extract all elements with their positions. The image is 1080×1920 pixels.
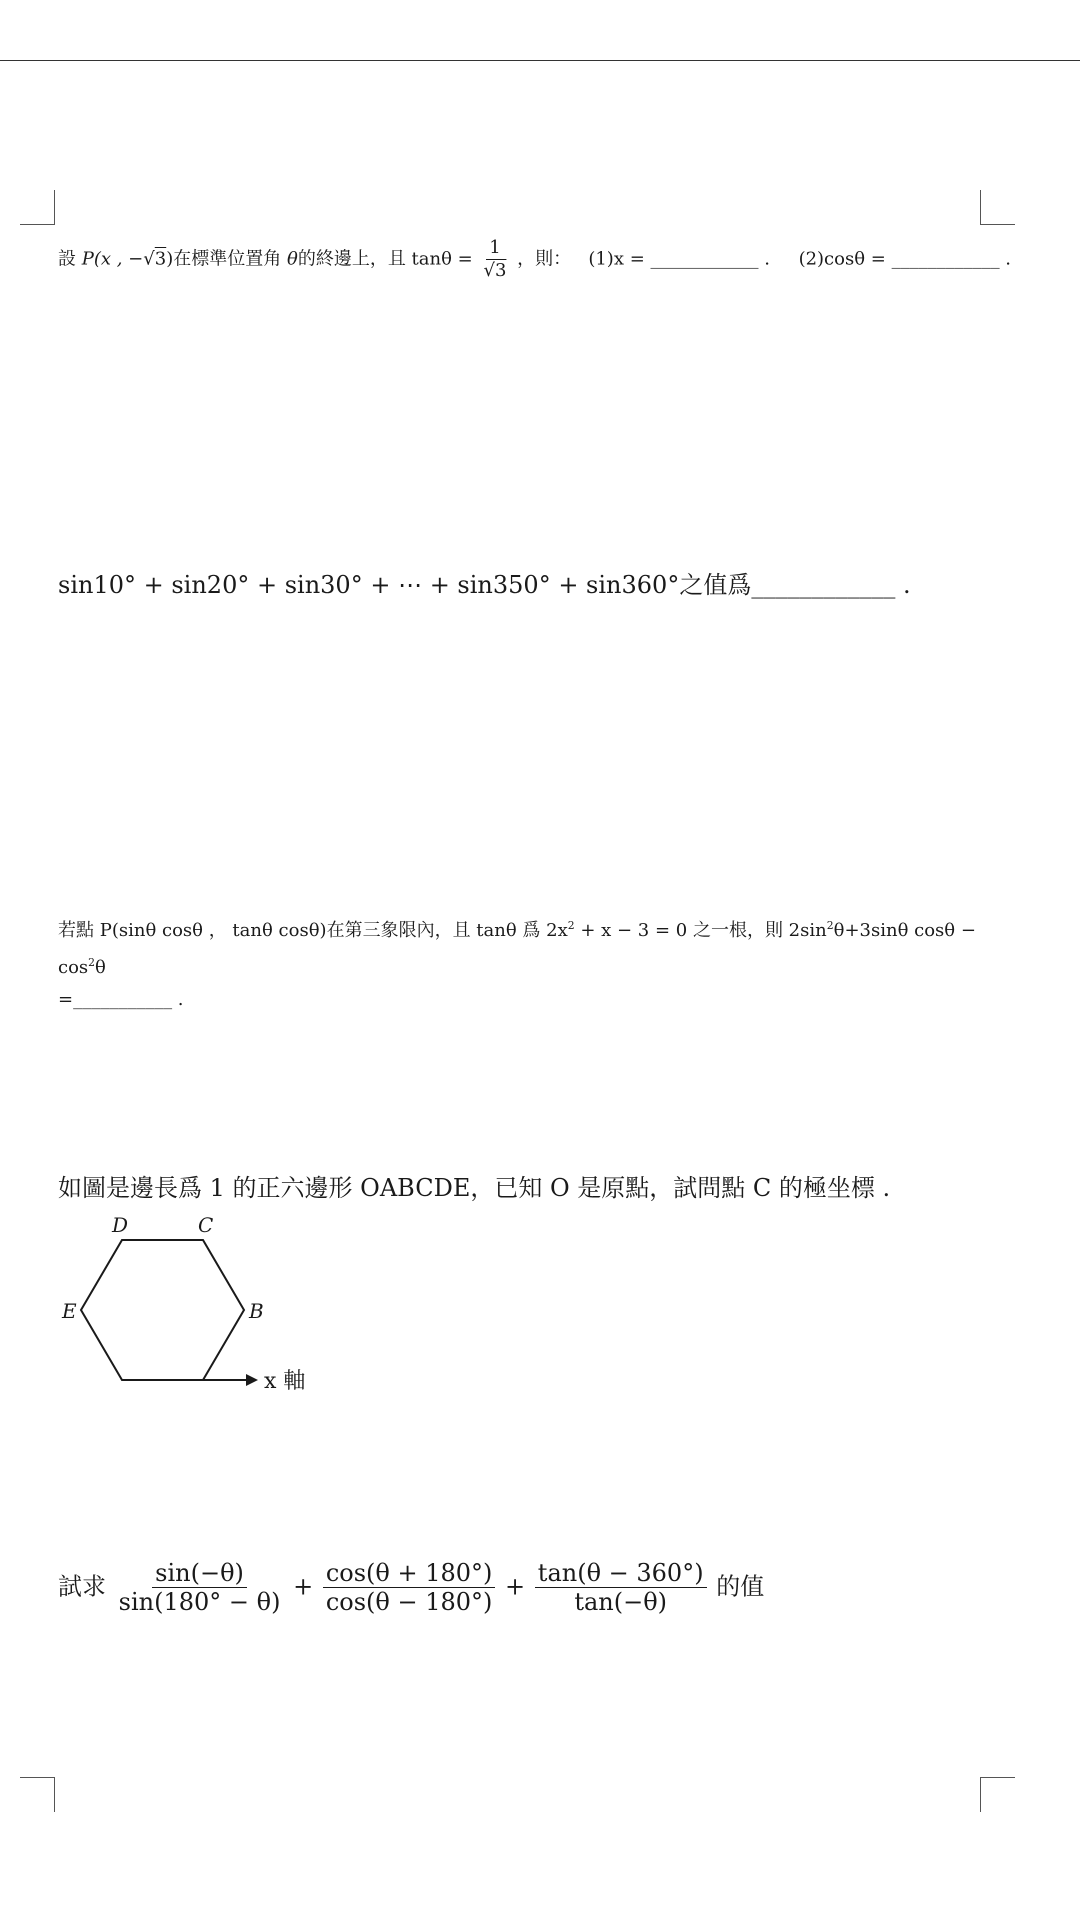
hexagon-figure [58,1208,318,1408]
q1-point-open: P(x , − [81,248,144,270]
q1-blank-2[interactable]: (2)cosθ = ____________ . [798,248,1012,270]
question-2 [58,565,911,600]
vertex-label-d: D [112,1213,129,1237]
question-3 [58,910,998,1016]
q5-f1-numerator: sin(−θ) [152,1560,247,1588]
x-axis-label: x 軸 [264,1369,306,1394]
q3-exp-1: 2 [567,919,575,932]
q3-part-3: θ+3sinθ cosθ − cos [58,920,976,978]
q1-sqrt-radicand: 3 [154,248,167,270]
sqrt-sign: √ [143,248,155,270]
q3-part-2: + x − 3 = 0 之一根，則 2sin [574,920,827,941]
q5-fraction-2 [323,1560,496,1616]
q1-point-close: )在標準位置角 [166,248,282,270]
q5-fraction-1 [116,1560,284,1616]
q1-mid: 的終邊上，且 tanθ = [297,248,473,270]
q1-frac-den-radicand: 3 [494,259,507,281]
q4-text: 如圖是邊長爲 1 的正六邊形 OABCDE，已知 O 是原點，試問點 C 的極坐標 . [58,1174,891,1202]
crop-mark-bottom-left [20,1777,55,1812]
crop-mark-top-right [980,190,1015,225]
sqrt-sign: √ [483,259,495,281]
q5-prefix: 試求 [58,1572,106,1601]
q3-part-1: 若點 P(sinθ cosθ ， tanθ cosθ)在第三象限內，且 tanθ 爲 2x [58,920,568,941]
crop-mark-bottom-right [980,1777,1015,1812]
q2-text: sin10° + sin20° + sin30° + ⋯ + sin350° + sin360°之值爲____________ . [58,571,911,599]
q1-frac-denominator [480,260,509,281]
q5-f3-numerator: tan(θ − 360°) [535,1560,707,1588]
q1-blank-1[interactable]: (1)x = ____________ . [588,248,770,270]
q5-plus-2: + [505,1572,526,1601]
crop-mark-top-left [20,190,55,225]
q5-f1-denominator: sin(180° − θ) [118,1588,281,1617]
top-rule [0,60,1080,61]
question-1 [58,238,1011,281]
q1-theta: θ [286,248,298,270]
q3-exp-2: 2 [826,919,834,932]
vertex-label-e: E [62,1299,77,1323]
q1-suffix: ，則： [517,248,572,270]
q5-fraction-3 [535,1560,707,1616]
q3-part-4: θ [95,957,106,978]
q5-f2-numerator: cos(θ + 180°) [323,1560,496,1588]
question-4 [58,1168,890,1203]
q5-f2-denominator: cos(θ − 180°) [325,1588,493,1617]
x-axis-arrow-icon [246,1374,258,1386]
q5-suffix: 的值 [716,1572,765,1601]
q3-blank[interactable]: =___________ . [58,989,184,1010]
q1-frac-numerator: 1 [486,238,503,260]
vertex-label-b: B [249,1299,264,1323]
question-5 [58,1560,764,1616]
q3-exp-3: 2 [88,956,96,969]
q1-fraction [480,238,509,281]
q5-plus-1: + [293,1572,314,1601]
hexagon-shape [81,1240,244,1380]
vertex-label-c: C [198,1213,214,1237]
q5-f3-denominator: tan(−θ) [574,1588,668,1617]
q1-prefix: 設 [58,248,76,270]
